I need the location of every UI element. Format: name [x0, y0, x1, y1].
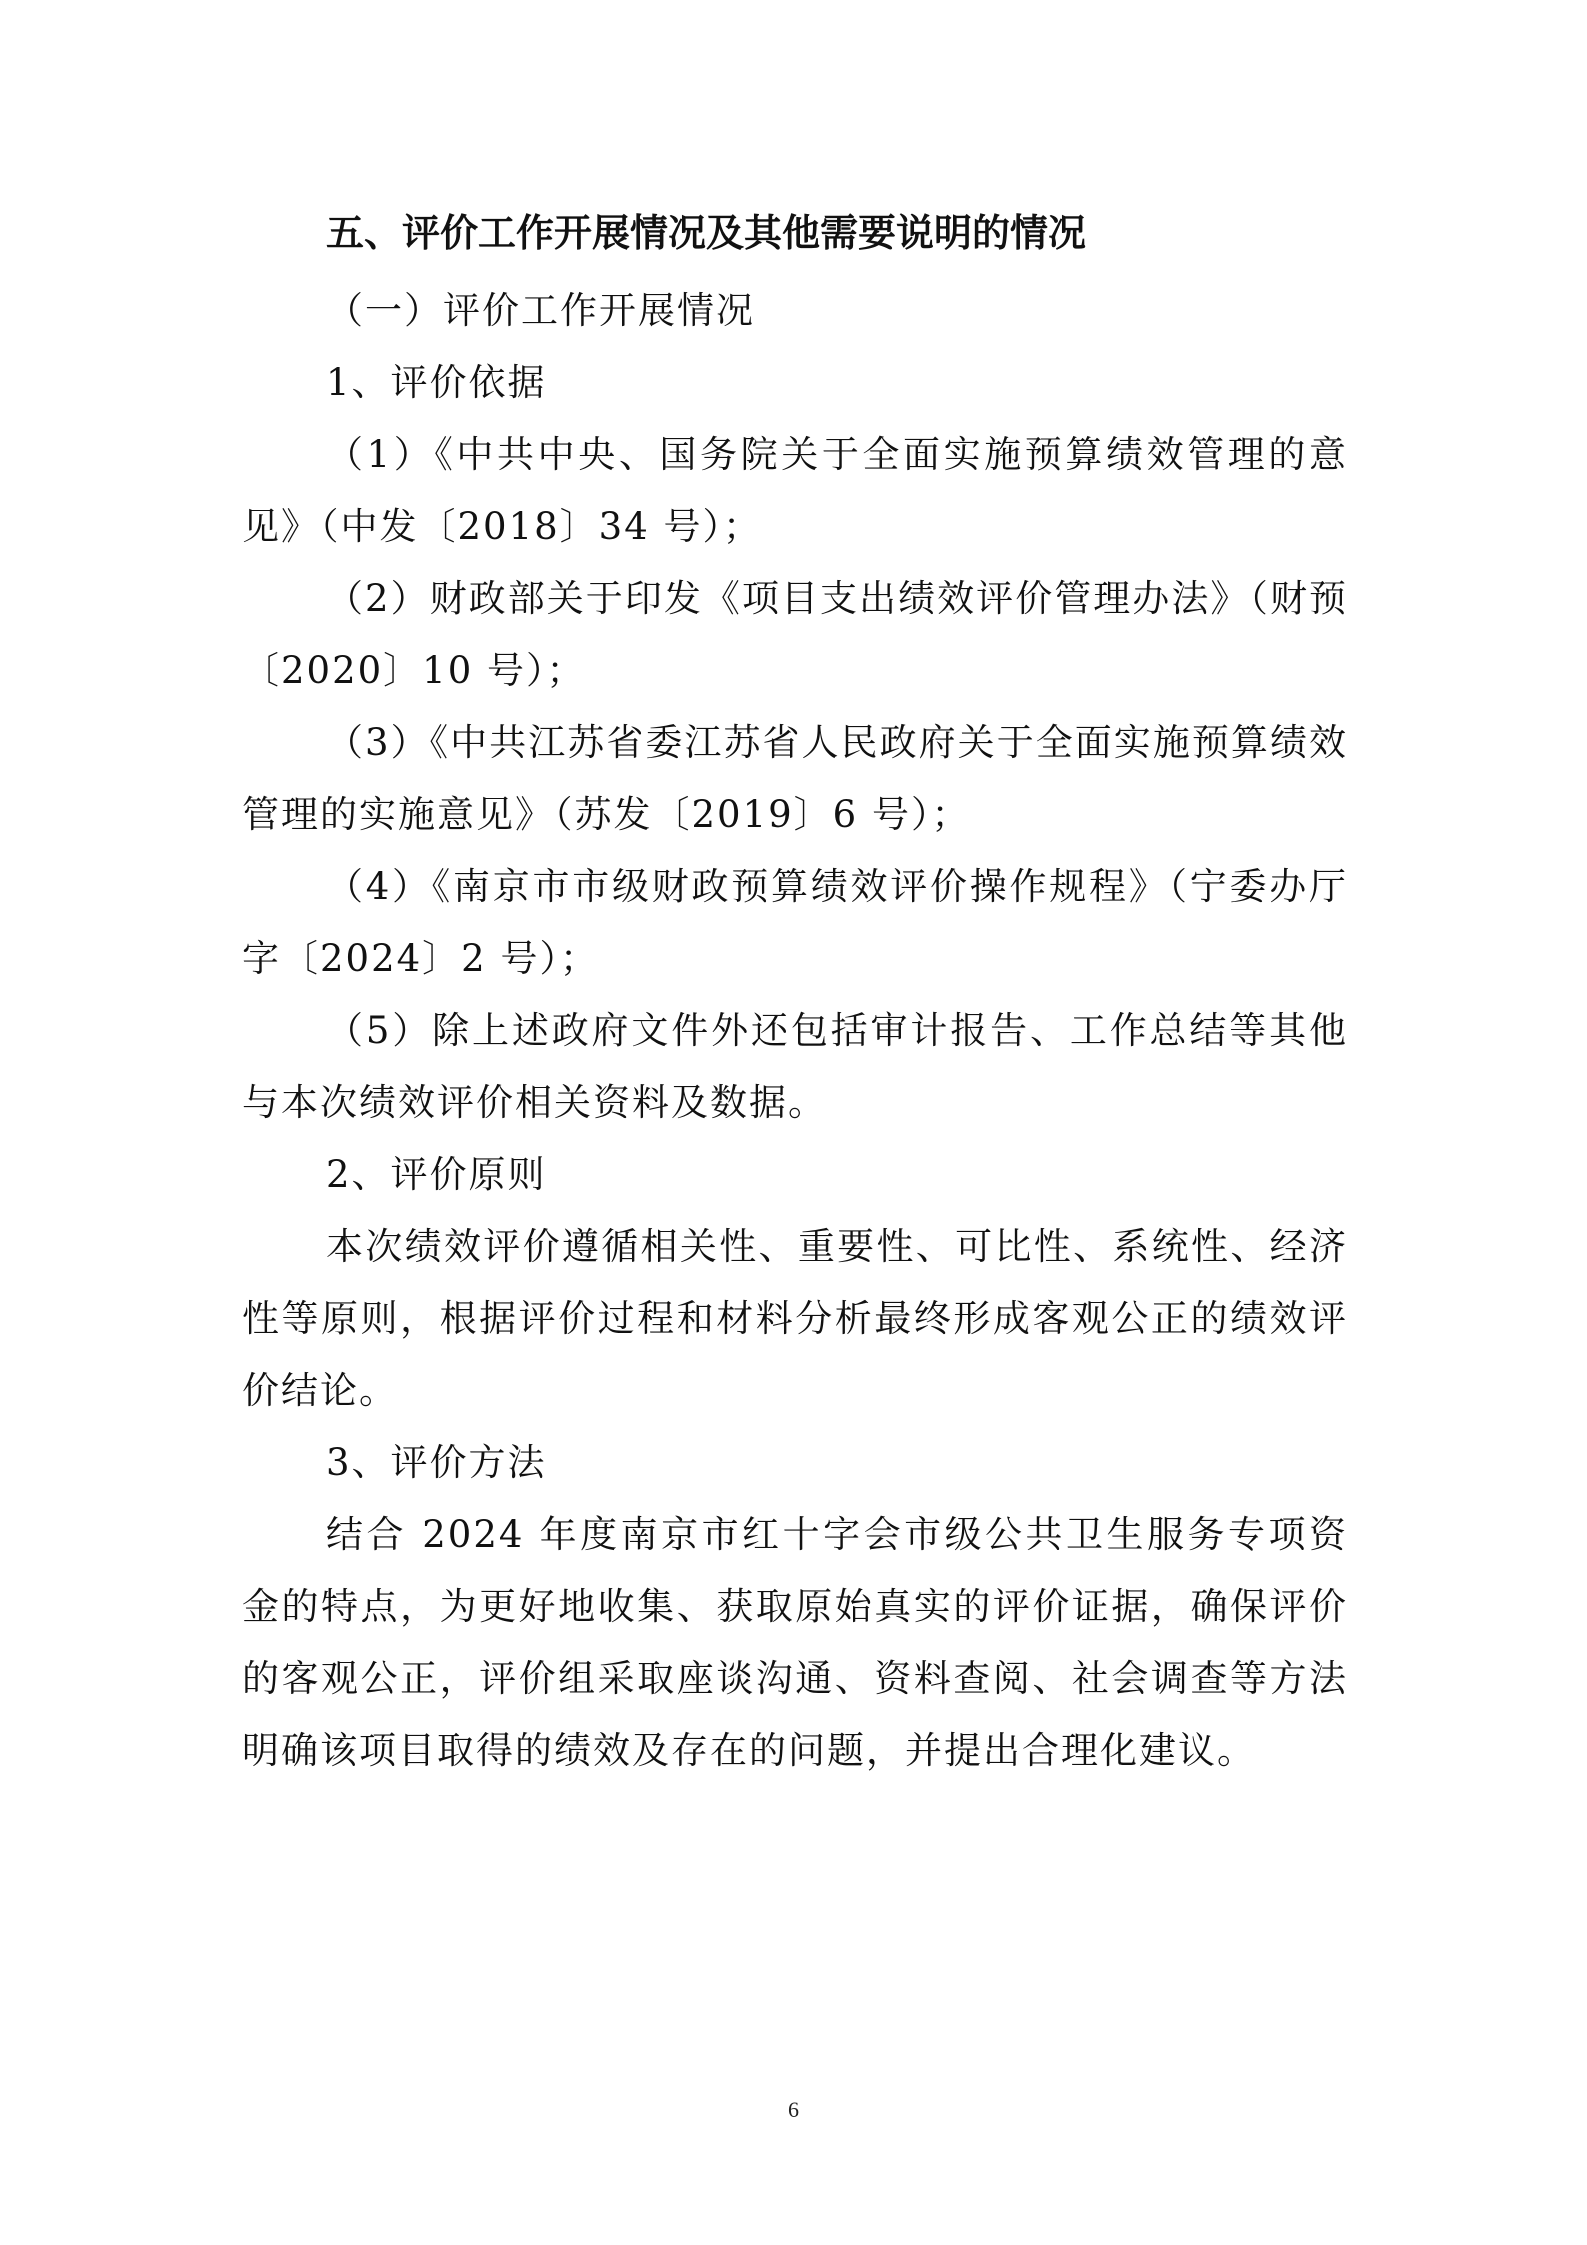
subsection-heading: （一）评价工作开展情况: [326, 289, 755, 332]
basis-item-4: （4）《南京市市级财政预算绩效评价操作规程》（宁委办厅字〔2024〕2 号）；: [242, 865, 1348, 980]
principles-title: 2、评价原则: [326, 1153, 547, 1196]
basis-item-5: （5）除上述政府文件外还包括审计报告、工作总结等其他与本次绩效评价相关资料及数据。: [242, 1009, 1348, 1124]
document-body: [242, 203, 1348, 1787]
methods-title: 3、评价方法: [326, 1441, 547, 1484]
section-heading: 五、评价工作开展情况及其他需要说明的情况: [326, 211, 1087, 255]
page-number: 6: [788, 2097, 799, 2122]
basis-item-3: （3）《中共江苏省委江苏省人民政府关于全面实施预算绩效管理的实施意见》（苏发〔2019〕6 号）；: [242, 721, 1348, 836]
basis-title: 1、评价依据: [326, 361, 547, 404]
basis-item-2: （2）财政部关于印发《项目支出绩效评价管理办法》（财预〔2020〕10 号）；: [242, 577, 1348, 692]
principles-paragraph: 本次绩效评价遵循相关性、重要性、可比性、系统性、经济性等原则，根据评价过程和材料分析最终形成客观公正的绩效评价结论。: [242, 1225, 1348, 1412]
basis-item-1: （1）《中共中央、国务院关于全面实施预算绩效管理的意见》（中发〔2018〕34 号）；: [242, 433, 1348, 548]
methods-paragraph: 结合 2024 年度南京市红十字会市级公共卫生服务专项资金的特点，为更好地收集、获取原始真实的评价证据，确保评价的客观公正，评价组采取座谈沟通、资料查阅、社会调查等方法明确该项目取得的绩效及存在的问题，并提出合理化建议。: [242, 1513, 1348, 1772]
